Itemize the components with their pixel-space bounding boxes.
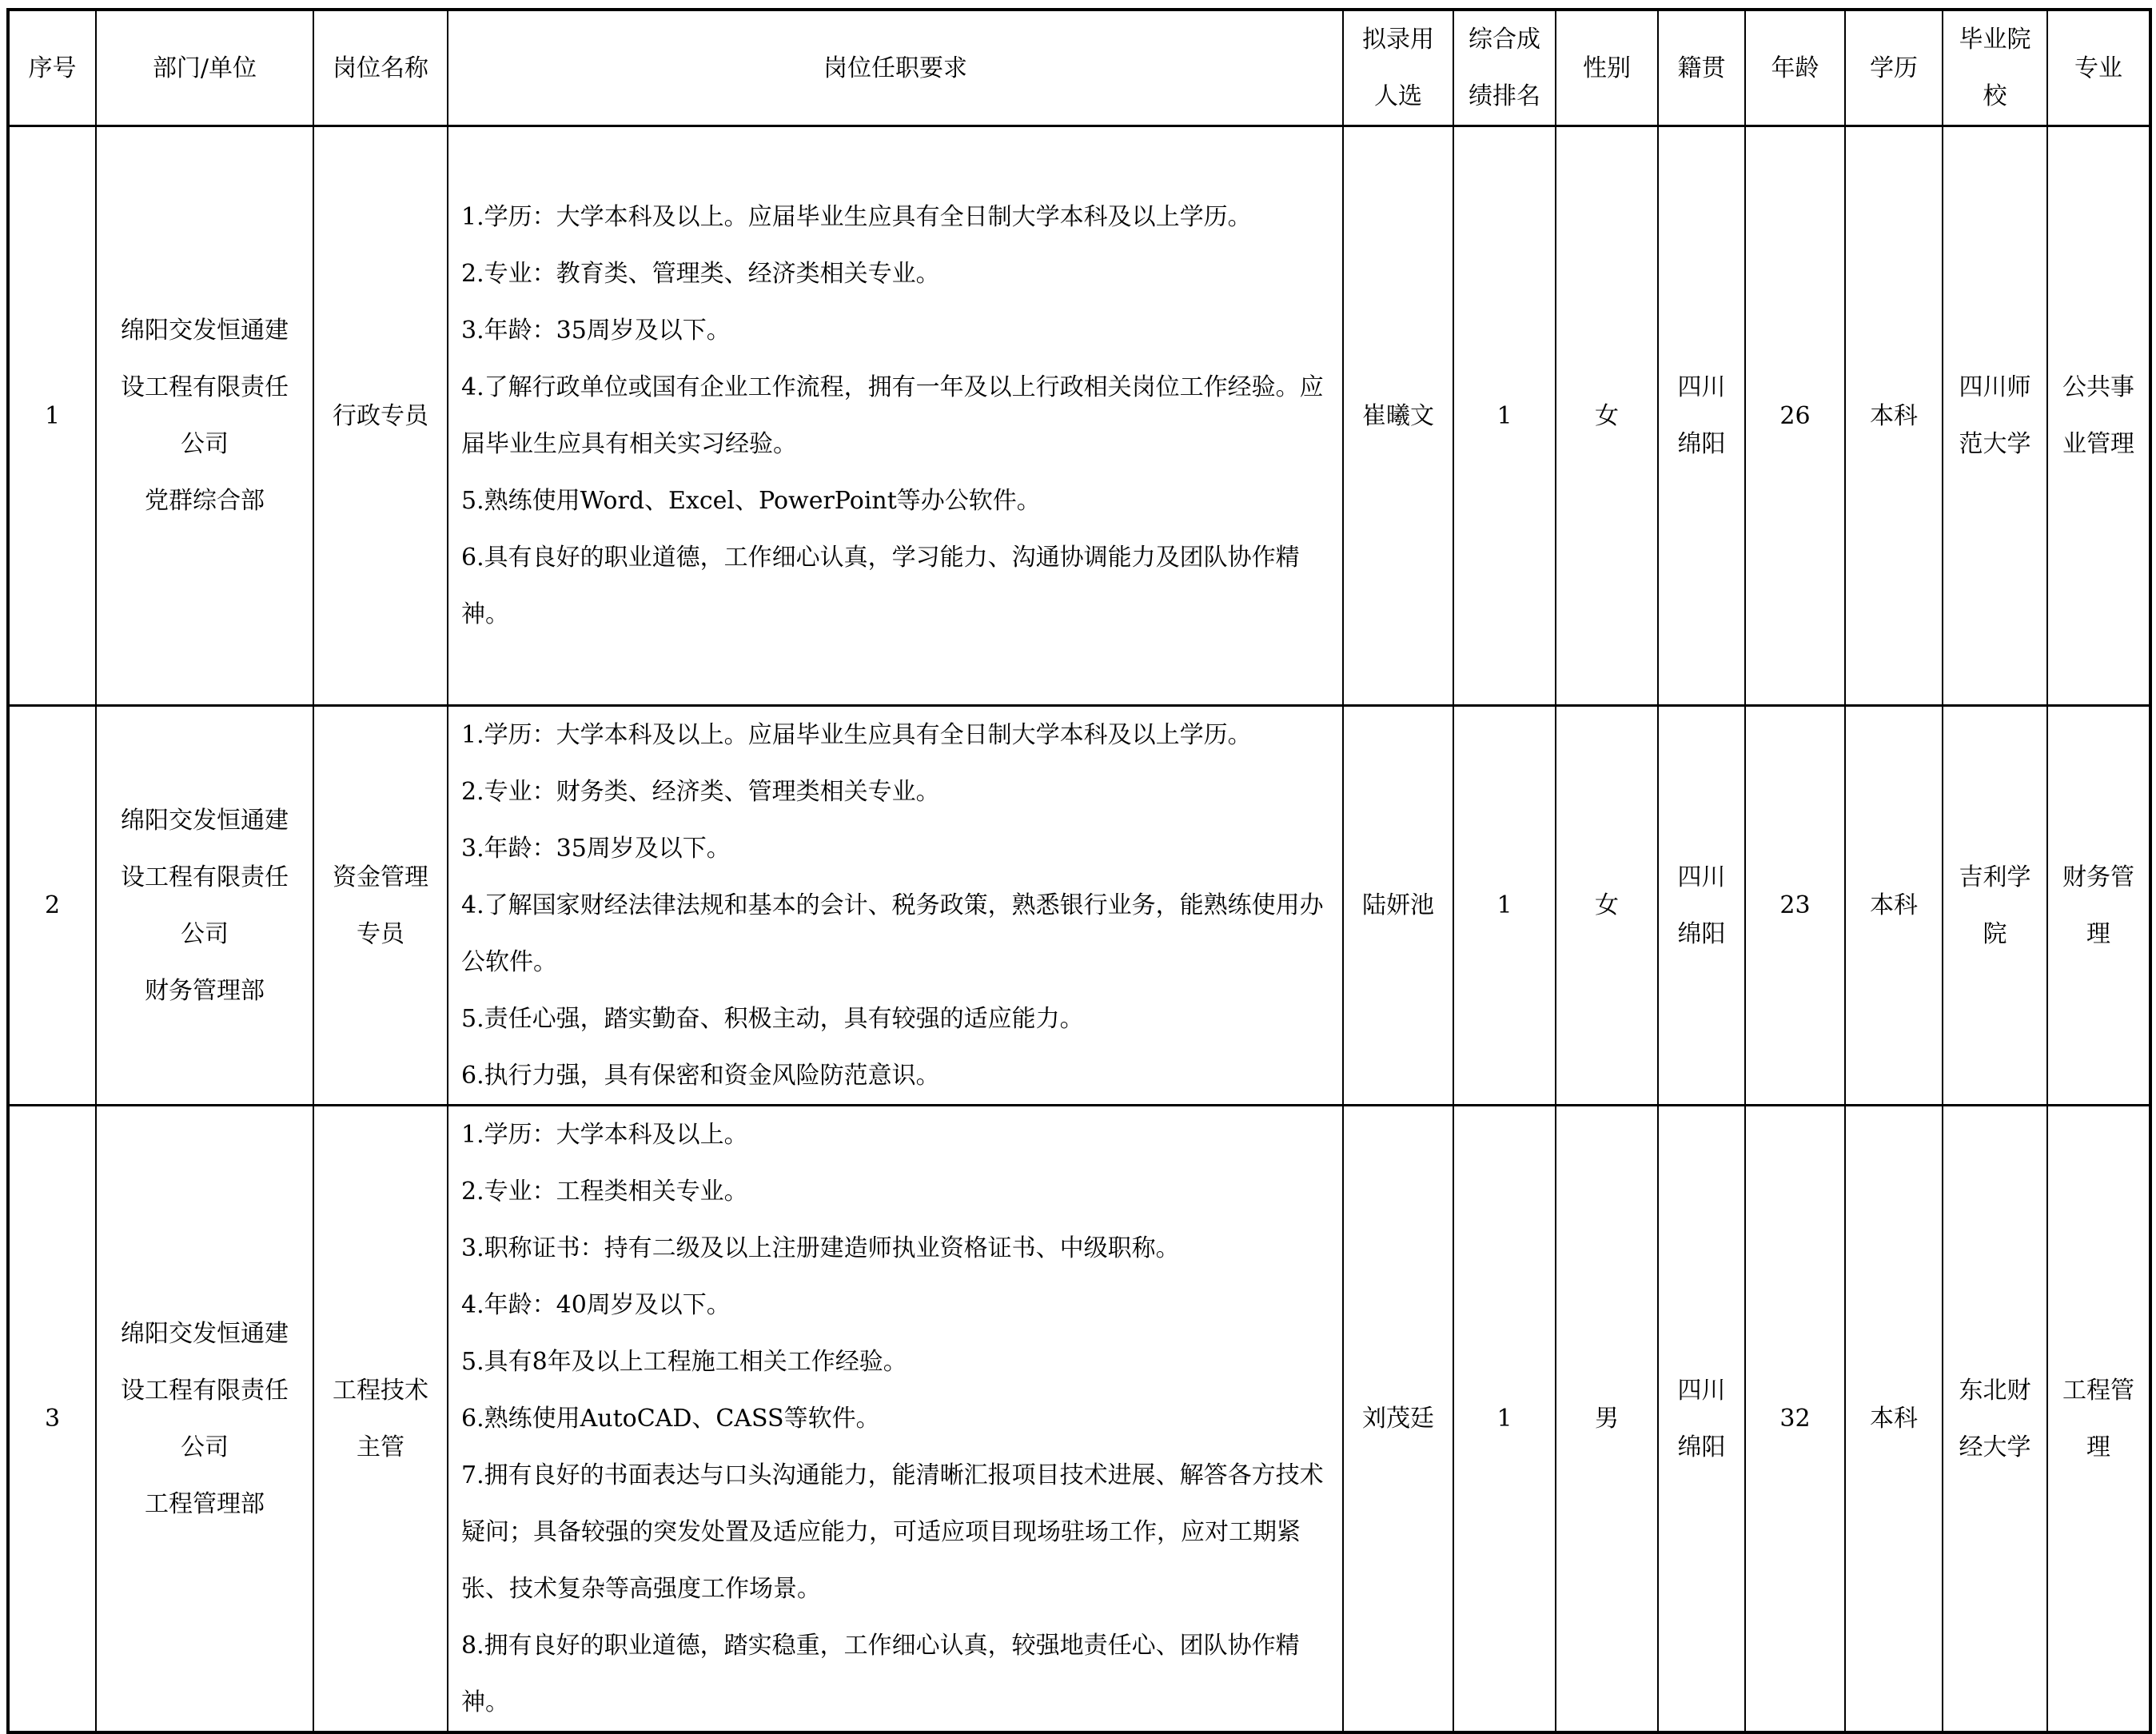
header-major-line: 专业	[2074, 54, 2122, 82]
cell-native-place-line: 绵阳	[1677, 430, 1726, 458]
cell-department-line: 绵阳交发恒通建	[121, 806, 289, 835]
cell-candidate-line: 崔曦文	[1362, 401, 1434, 430]
requirement-item: 5.责任心强，踏实勤奋、积极主动，具有较强的适应能力。	[461, 1005, 1084, 1033]
requirement-item: 1.学历：大学本科及以上。	[461, 1121, 748, 1149]
header-department	[96, 10, 313, 126]
table-row	[8, 1106, 2150, 1733]
cell-major-line: 财务管	[2062, 863, 2134, 891]
header-candidate-line: 人选	[1374, 82, 1422, 110]
cell-age	[1745, 1106, 1845, 1733]
cell-rank-line: 1	[1496, 401, 1512, 430]
cell-department-line: 设工程有限责任	[121, 1376, 289, 1405]
cell-native-place	[1658, 706, 1745, 1106]
cell-major-line: 理	[2086, 919, 2110, 948]
requirement-item: 1.学历：大学本科及以上。应届毕业生应具有全日制大学本科及以上学历。	[461, 721, 1252, 749]
header-school-line: 校	[1983, 82, 2007, 110]
header-gender-line: 性别	[1583, 54, 1631, 82]
cell-department-line: 公司	[181, 1433, 229, 1461]
cell-position	[313, 1106, 448, 1733]
header-age-line: 年龄	[1771, 54, 1819, 82]
cell-candidate-line: 陆妍池	[1362, 891, 1434, 919]
header-school	[1943, 10, 2047, 126]
header-rank-line: 综合成	[1469, 26, 1540, 54]
header-index	[8, 10, 96, 126]
table-body	[8, 126, 2150, 1733]
header-gender	[1556, 10, 1658, 126]
cell-candidate	[1343, 126, 1453, 706]
requirement-item: 4.年龄：40周岁及以下。	[461, 1291, 731, 1319]
cell-school-line: 吉利学	[1959, 863, 2031, 891]
cell-requirements	[448, 1106, 1343, 1733]
header-position-line: 岗位名称	[333, 54, 428, 82]
cell-department-line: 工程管理部	[145, 1489, 265, 1518]
cell-rank	[1453, 706, 1556, 1106]
header-major	[2047, 10, 2150, 126]
header-candidate-line: 拟录用	[1362, 26, 1434, 54]
requirement-item: 2.专业：教育类、管理类、经济类相关专业。	[461, 260, 940, 288]
cell-major	[2047, 126, 2150, 706]
header-row	[8, 10, 2150, 126]
requirement-item: 4.了解行政单位或国有企业工作流程，拥有一年及以上行政相关岗位工作经验。应届毕业生应具有相关实习经验。	[461, 373, 1324, 458]
cell-index	[8, 706, 96, 1106]
cell-native-place-line: 四川	[1677, 1376, 1726, 1405]
cell-major	[2047, 706, 2150, 1106]
cell-age-line: 26	[1779, 401, 1811, 430]
cell-education	[1845, 126, 1943, 706]
cell-department-line: 设工程有限责任	[121, 863, 289, 891]
cell-candidate-line: 刘茂廷	[1362, 1405, 1434, 1433]
requirement-item: 1.学历：大学本科及以上。应届毕业生应具有全日制大学本科及以上学历。	[461, 203, 1252, 231]
cell-department	[96, 1106, 313, 1733]
cell-position	[313, 126, 448, 706]
requirement-item: 6.熟练使用AutoCAD、CASS等软件。	[461, 1405, 880, 1433]
cell-department-line: 公司	[181, 430, 229, 458]
header-rank-line: 绩排名	[1469, 82, 1540, 110]
cell-native-place-line: 绵阳	[1677, 919, 1726, 948]
header-education-line: 学历	[1870, 54, 1918, 82]
header-index-line: 序号	[28, 54, 77, 82]
header-rank	[1453, 10, 1556, 126]
cell-school	[1943, 126, 2047, 706]
cell-school-line: 四川师	[1959, 373, 2031, 401]
cell-school-line: 院	[1983, 919, 2007, 948]
cell-candidate	[1343, 706, 1453, 1106]
cell-education-line: 本科	[1870, 401, 1918, 430]
cell-education	[1845, 1106, 1943, 1733]
cell-education-line: 本科	[1870, 891, 1918, 919]
cell-education-line: 本科	[1870, 1405, 1918, 1433]
requirement-item: 6.具有良好的职业道德，工作细心认真，学习能力、沟通协调能力及团队协作精神。	[461, 544, 1300, 628]
header-native-place-line: 籍贯	[1677, 54, 1726, 82]
cell-index	[8, 1106, 96, 1733]
header-age	[1745, 10, 1845, 126]
requirement-item: 5.具有8年及以上工程施工相关工作经验。	[461, 1348, 907, 1376]
requirement-item: 3.年龄：35周岁及以下。	[461, 835, 731, 863]
cell-department-line: 党群综合部	[145, 487, 265, 515]
cell-department	[96, 126, 313, 706]
cell-native-place-line: 四川	[1677, 863, 1726, 891]
header-school-line: 毕业院	[1959, 26, 2031, 54]
cell-major-line: 业管理	[2062, 430, 2134, 458]
cell-native-place-line: 绵阳	[1677, 1433, 1726, 1461]
table-row	[8, 706, 2150, 1106]
header-requirements	[448, 10, 1343, 126]
requirement-item: 2.专业：工程类相关专业。	[461, 1178, 748, 1206]
header-candidate	[1343, 10, 1453, 126]
header-position	[313, 10, 448, 126]
cell-requirements	[448, 126, 1343, 706]
cell-age	[1745, 126, 1845, 706]
requirement-item: 6.执行力强，具有保密和资金风险防范意识。	[461, 1062, 940, 1090]
cell-gender	[1556, 706, 1658, 1106]
header-department-line: 部门/单位	[152, 54, 257, 82]
cell-gender-line: 男	[1595, 1405, 1619, 1433]
cell-gender	[1556, 1106, 1658, 1733]
cell-native-place	[1658, 1106, 1745, 1733]
document-sheet	[6, 8, 2152, 1734]
cell-rank-line: 1	[1496, 1405, 1512, 1433]
requirement-item: 2.专业：财务类、经济类、管理类相关专业。	[461, 778, 940, 806]
cell-requirements	[448, 706, 1343, 1106]
cell-position	[313, 706, 448, 1106]
cell-candidate	[1343, 1106, 1453, 1733]
cell-rank-line: 1	[1496, 891, 1512, 919]
cell-index-line: 2	[44, 891, 61, 919]
cell-gender-line: 女	[1595, 401, 1619, 430]
requirement-item: 8.拥有良好的职业道德，踏实稳重，工作细心认真，较强地责任心、团队协作精神。	[461, 1632, 1300, 1716]
cell-age	[1745, 706, 1845, 1106]
cell-gender-line: 女	[1595, 891, 1619, 919]
cell-major-line: 理	[2086, 1433, 2110, 1461]
cell-department-line: 公司	[181, 919, 229, 948]
header-native-place	[1658, 10, 1745, 126]
cell-education	[1845, 706, 1943, 1106]
cell-gender	[1556, 126, 1658, 706]
cell-department-line: 绵阳交发恒通建	[121, 317, 289, 345]
header-requirements-line: 岗位任职要求	[823, 54, 967, 82]
cell-major	[2047, 1106, 2150, 1733]
cell-age-line: 32	[1779, 1405, 1811, 1433]
cell-position-line: 工程技术	[333, 1376, 428, 1405]
cell-major-line: 公共事	[2062, 373, 2134, 401]
cell-native-place-line: 四川	[1677, 373, 1726, 401]
cell-rank	[1453, 126, 1556, 706]
cell-school-line: 东北财	[1959, 1376, 2031, 1405]
cell-school	[1943, 1106, 2047, 1733]
cell-index-line: 1	[44, 401, 61, 430]
cell-school-line: 范大学	[1959, 430, 2031, 458]
recruitment-table	[6, 8, 2152, 1734]
cell-department-line: 绵阳交发恒通建	[121, 1319, 289, 1348]
cell-department-line: 财务管理部	[145, 976, 265, 1005]
cell-position-line: 专员	[357, 919, 404, 948]
cell-school-line: 经大学	[1959, 1433, 2031, 1461]
cell-position-line: 行政专员	[333, 401, 428, 430]
cell-index-line: 3	[44, 1405, 61, 1433]
cell-age-line: 23	[1779, 891, 1811, 919]
cell-index	[8, 126, 96, 706]
cell-department	[96, 706, 313, 1106]
cell-school	[1943, 706, 2047, 1106]
cell-position-line: 主管	[357, 1433, 404, 1461]
cell-rank	[1453, 1106, 1556, 1733]
cell-position-line: 资金管理	[333, 863, 428, 891]
requirement-item: 7.拥有良好的书面表达与口头沟通能力，能清晰汇报项目技术进展、解答各方技术疑问；具备较强的突发处置及适应能力，可适应项目现场驻场工作，应对工期紧张、技术复杂等高强度工作场景。	[461, 1461, 1324, 1603]
cell-major-line: 工程管	[2062, 1376, 2134, 1405]
table-row	[8, 126, 2150, 706]
requirement-item: 3.年龄：35周岁及以下。	[461, 317, 731, 345]
requirement-item: 4.了解国家财经法律法规和基本的会计、税务政策，熟悉银行业务，能熟练使用办公软件。	[461, 891, 1324, 976]
cell-native-place	[1658, 126, 1745, 706]
requirement-item: 5.熟练使用Word、Excel、PowerPoint等办公软件。	[461, 487, 1041, 515]
header-education	[1845, 10, 1943, 126]
requirement-item: 3.职称证书：持有二级及以上注册建造师执业资格证书、中级职称。	[461, 1234, 1180, 1262]
cell-department-line: 设工程有限责任	[121, 373, 289, 401]
